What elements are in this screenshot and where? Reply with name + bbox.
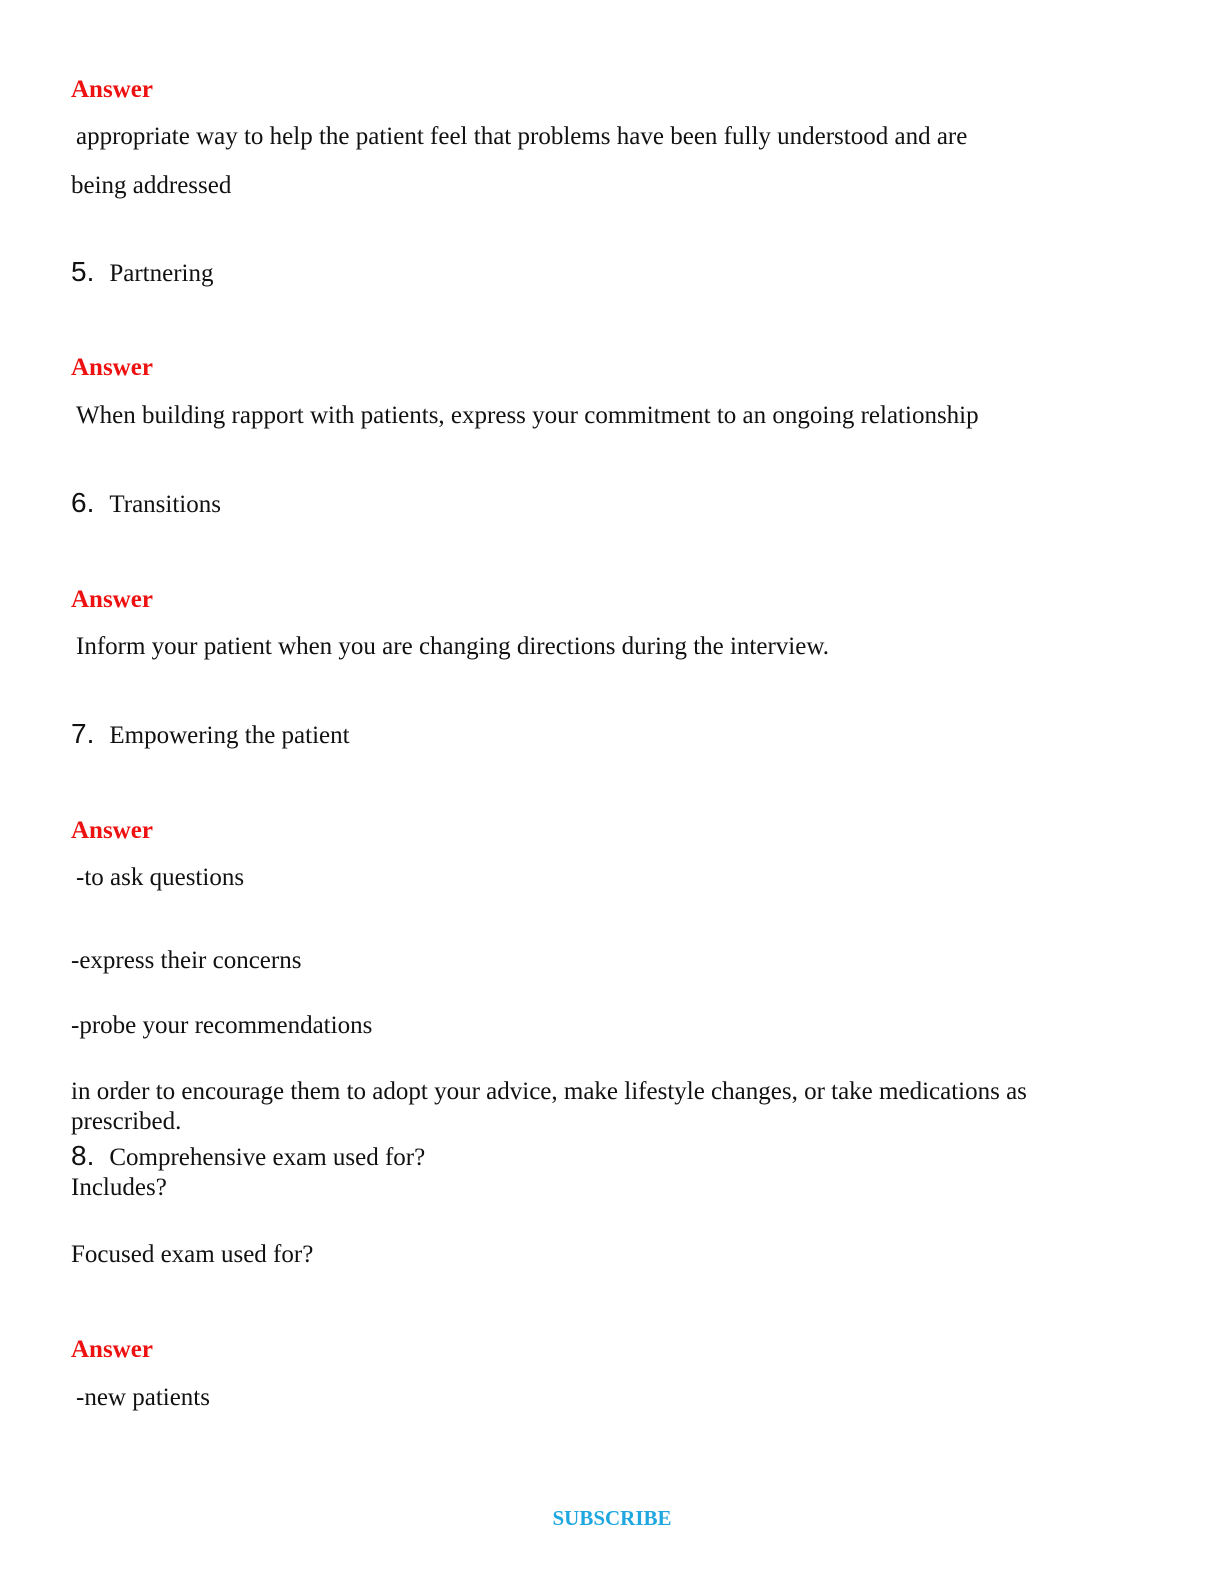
answer-heading: Answer bbox=[71, 586, 153, 613]
question-number: 8. bbox=[71, 1140, 95, 1171]
answer-heading: Answer bbox=[71, 817, 153, 844]
question-title: Empowering the patient bbox=[109, 722, 350, 749]
answer-heading: Answer bbox=[71, 1336, 153, 1363]
question-number: 7. bbox=[71, 718, 95, 749]
question-title: Transitions bbox=[109, 491, 221, 518]
answer-list-item: -express their concerns bbox=[71, 947, 302, 974]
question-title: Partnering bbox=[109, 260, 214, 287]
question-subline: Includes? bbox=[71, 1174, 167, 1201]
answer-text: prescribed. bbox=[71, 1108, 182, 1135]
answer-heading: Answer bbox=[71, 76, 153, 103]
question-title: Comprehensive exam used for? bbox=[109, 1144, 426, 1171]
answer-list-item: -probe your recommendations bbox=[71, 1012, 373, 1039]
subscribe-link[interactable]: SUBSCRIBE bbox=[552, 1506, 672, 1530]
question-6 bbox=[71, 489, 221, 517]
answer-text: in order to encourage them to adopt your advice, make lifestyle changes, or take medications as bbox=[71, 1078, 1027, 1105]
question-7 bbox=[71, 720, 350, 748]
answer-list-item: -to ask questions bbox=[76, 864, 245, 891]
answer-text: being addressed bbox=[71, 172, 232, 199]
question-8 bbox=[71, 1142, 425, 1170]
question-number: 5. bbox=[71, 256, 95, 287]
answer-text: Inform your patient when you are changing directions during the interview. bbox=[76, 633, 830, 660]
question-number: 6. bbox=[71, 487, 95, 518]
answer-text: appropriate way to help the patient feel that problems have been fully understood and are bbox=[76, 123, 968, 150]
answer-text: When building rapport with patients, express your commitment to an ongoing relationship bbox=[76, 402, 979, 429]
answer-list-item: -new patients bbox=[76, 1384, 210, 1411]
question-subline: Focused exam used for? bbox=[71, 1241, 314, 1268]
answer-heading: Answer bbox=[71, 354, 153, 381]
question-5 bbox=[71, 258, 214, 286]
